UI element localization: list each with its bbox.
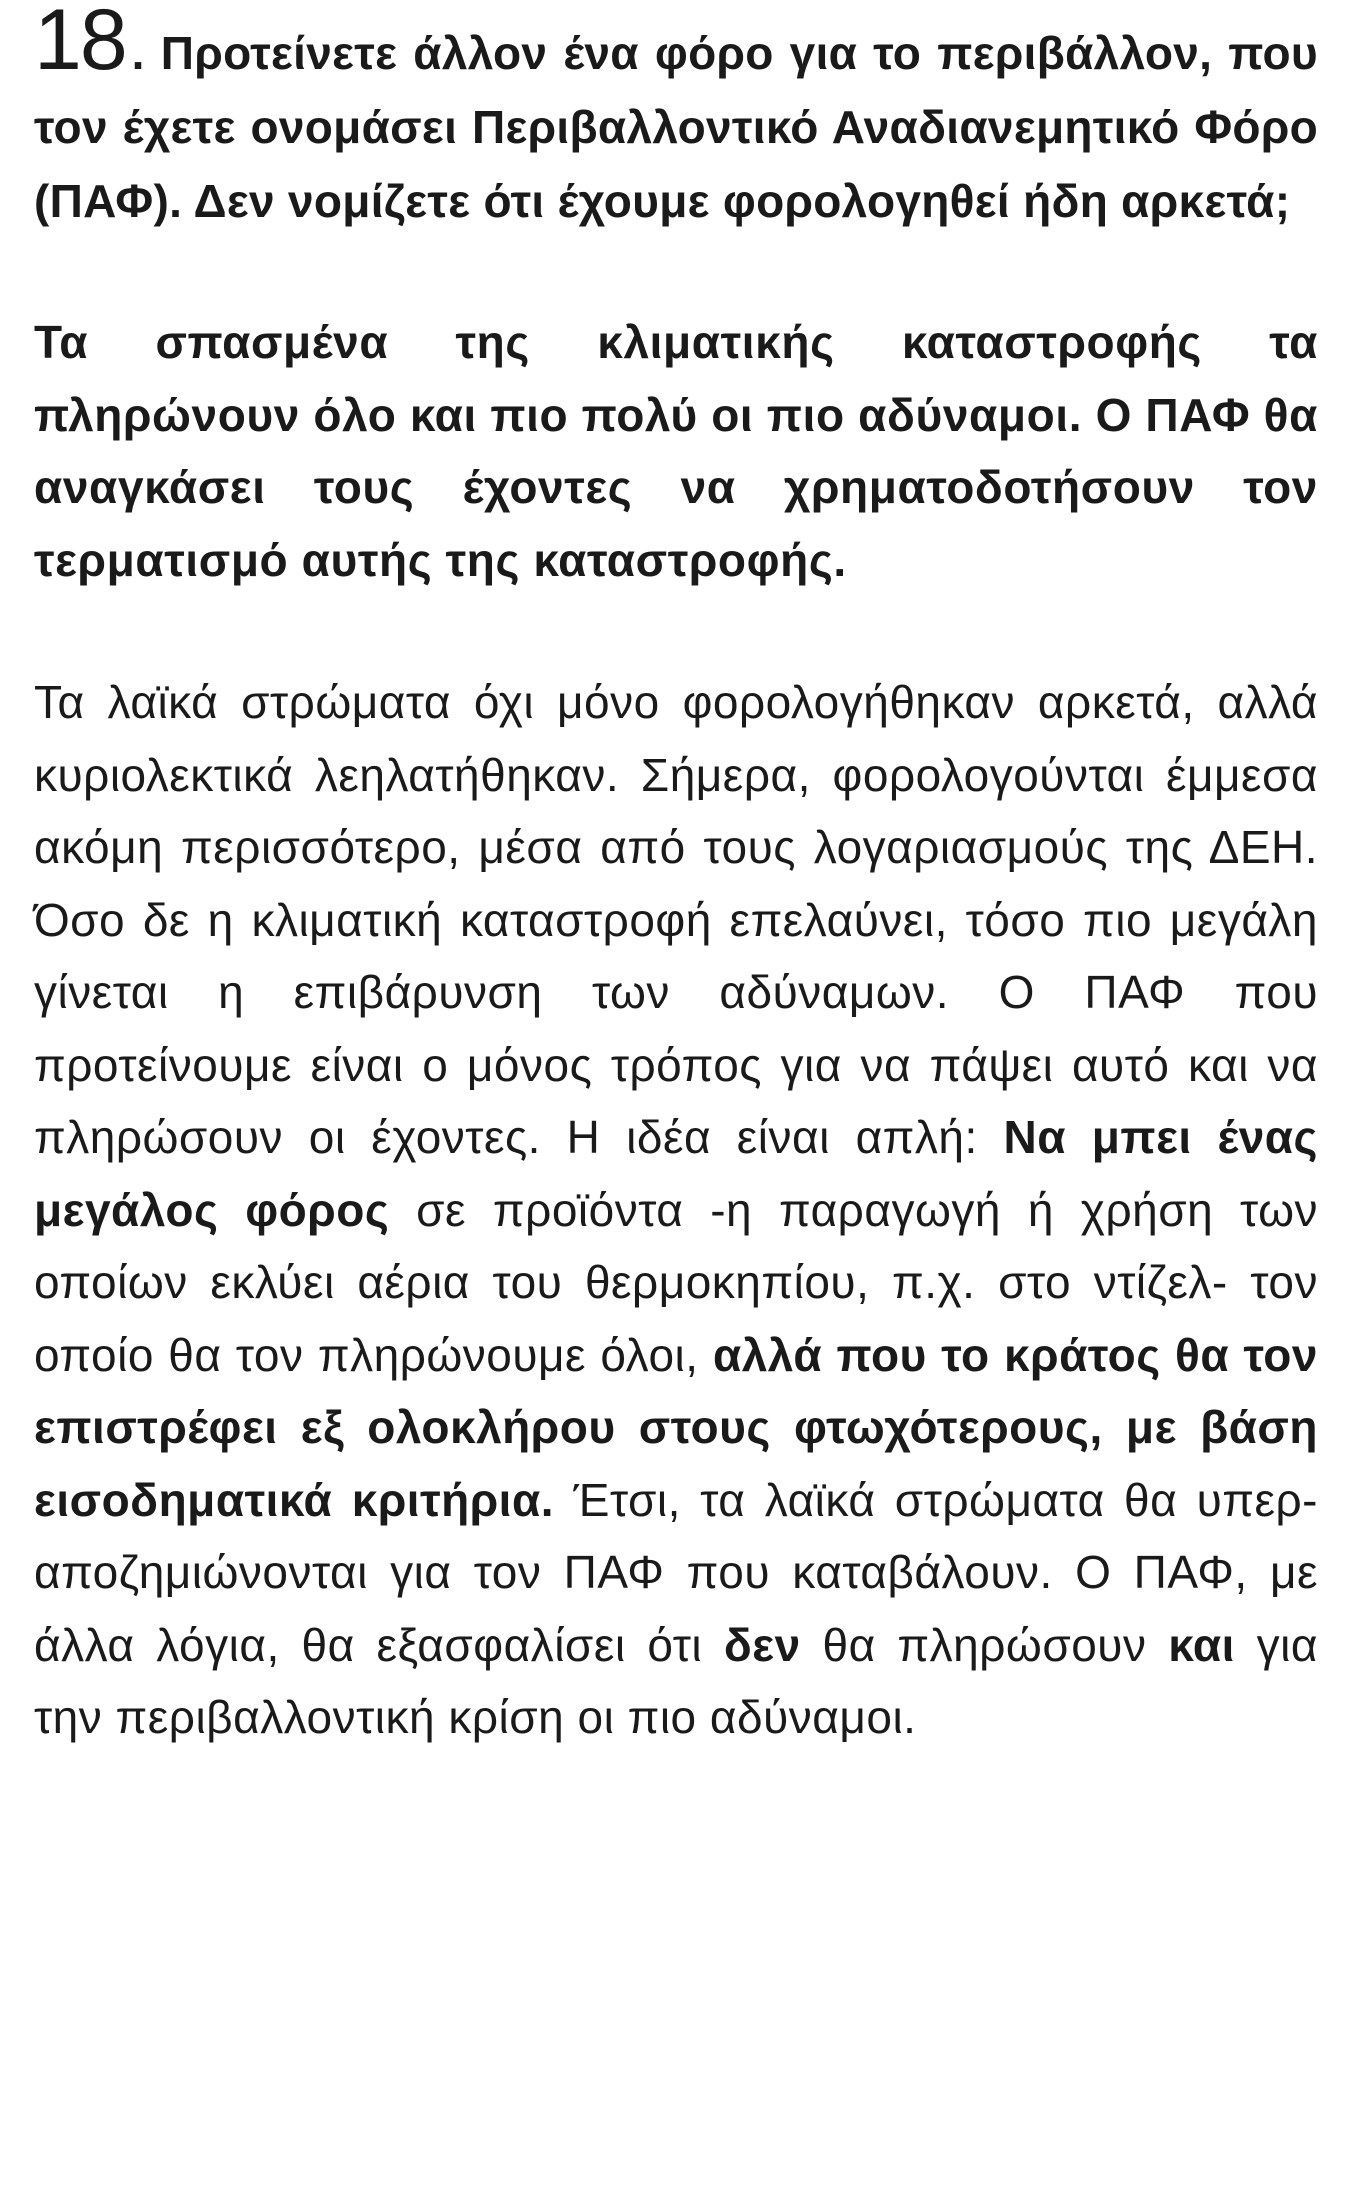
answer-text-segment: θα πληρώσουν	[800, 1618, 1169, 1671]
answer-bold-segment: αλλά που το κράτος θα τον επιστρέφει εξ ολοκλήρου στους φτωχότερους, με βάση εισοδηματικά κριτήρια.	[34, 1328, 1318, 1526]
answer-bold-segment: και	[1168, 1618, 1235, 1671]
answer-text-segment: για την περιβαλλοντική κρίση οι πιο αδύναμοι.	[34, 1618, 1318, 1743]
answer-bold-segment: δεν	[723, 1618, 801, 1671]
answer-text-segment: Έτσι, τα λαϊκά στρώματα θα υπερ-αποζημιώνονται για τον ΠΑΦ που καταβάλουν. Ο ΠΑΦ, με άλλα λόγια, θα εξασφαλίσει ότι	[34, 1473, 1319, 1671]
interview-question	[34, 0, 1318, 238]
question-number: 18	[34, 0, 126, 88]
answer-body-paragraph	[34, 666, 1318, 1754]
answer-text-segment: σε προϊόντα -η παραγωγή ή χρήση των οποίων εκλύει αέρια του θερμοκηπίου, π.χ. στο ντίζελ- τον οποίο θα τον πληρώνουμε όλοι,	[34, 1183, 1318, 1381]
answer-bold-segment: Να μπει ένας μεγάλος φόρος	[34, 1111, 1318, 1236]
article-page	[34, 0, 1318, 1800]
answer-lead-paragraph: Τα σπασμένα της κλιματικής καταστροφής τα πληρώνουν όλο και πιο πολύ οι πιο αδύναμοι. Ο ΠΑΦ θα αναγκάσει τους έχοντες να χρηματοδοτήσουν τον τερματισμό αυτής της καταστροφής.	[34, 316, 1318, 586]
answer-text-segment: Τα λαϊκά στρώματα όχι μόνο φορολογήθηκαν αρκετά, αλλά κυριολεκτικά λεηλατήθηκαν. Σήμερα, φορολογούνται έμμεσα ακόμη περισσότερο, μέσα από τους λογαριασμούς της ΔΕΗ. Όσο δε η κλιματική καταστροφή επελαύνει, τόσο πιο μεγάλη γίνεται η επιβάρυνση των αδύναμων. Ο ΠΑΦ που προτείνουμε είναι ο μόνος τρόπος για να πάψει αυτό και να πληρώσουν οι έχοντες. Η ιδέα είναι απλή:	[34, 676, 1318, 1163]
question-text: Προτείνετε άλλον ένα φόρο για το περιβάλλον, που τον έχετε ονομάσει Περιβαλλοντικό Αναδιανεμητικό Φόρο (ΠΑΦ). Δεν νομίζετε ότι έχουμε φορολογηθεί ήδη αρκετά;	[34, 27, 1318, 227]
question-number-dot: .	[131, 27, 145, 79]
